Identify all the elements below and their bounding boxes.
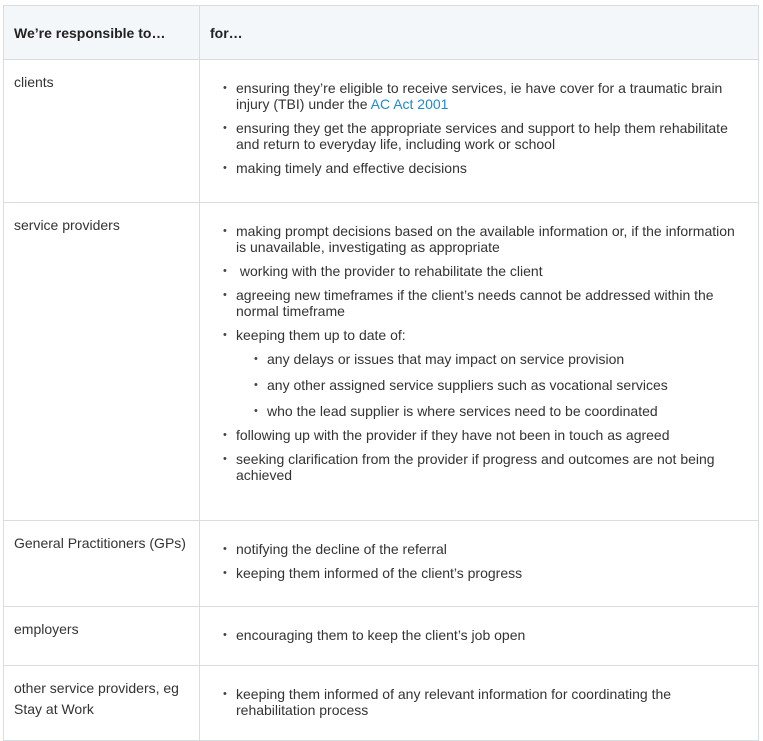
list-item: • agreeing new timeframes if the client’s needs cannot be addressed within the normal timeframe [236, 287, 748, 319]
responsibilities-cell [200, 666, 759, 741]
list-item: • keeping them informed of the client’s progress [236, 565, 748, 581]
list-item: • seeking clarification from the provider if progress and outcomes are not being achieved [236, 451, 748, 483]
responsibilities-cell [200, 203, 759, 521]
party-cell: service providers [4, 203, 200, 521]
item-text: ensuring they’re eligible to receive services, ie have cover for a traumatic brain injury (TBI) under the [236, 80, 723, 112]
table-header-row [4, 6, 759, 60]
responsibility-list [210, 80, 748, 176]
list-item: • following up with the provider if they have not been in touch as agreed [236, 427, 748, 443]
list-item: • encouraging them to keep the client’s job open [236, 627, 748, 643]
table-row [4, 60, 759, 203]
party-cell: General Practitioners (GPs) [4, 521, 200, 607]
header-responsible-to: We’re responsible to… [4, 6, 200, 60]
list-item: • making timely and effective decisions [236, 160, 748, 176]
list-item: • making prompt decisions based on the available information or, if the information is unavailable, investigating as appropriate [236, 223, 748, 255]
responsibility-list [210, 223, 748, 483]
party-cell: clients [4, 60, 200, 203]
sub-list-item: • any other assigned service suppliers such as vocational services [267, 377, 748, 393]
party-cell: other service providers, eg Stay at Work [4, 666, 200, 741]
responsibilities-cell [200, 607, 759, 666]
table-row [4, 203, 759, 521]
sub-list-item: • any delays or issues that may impact on service provision [267, 351, 748, 367]
list-item: • keeping them informed of any relevant information for coordinating the rehabilitation process [236, 686, 748, 718]
responsibilities-table [3, 5, 759, 741]
list-item: • notifying the decline of the referral [236, 541, 748, 557]
list-item: • working with the provider to rehabilitate the client [236, 263, 748, 279]
table-row [4, 666, 759, 741]
list-item [236, 80, 748, 112]
item-text: keeping them up to date of: [236, 327, 406, 343]
header-for: for… [200, 6, 759, 60]
responsibility-list [210, 541, 748, 581]
responsibilities-cell [200, 521, 759, 607]
list-item [236, 327, 748, 419]
party-cell: employers [4, 607, 200, 666]
responsibilities-cell [200, 60, 759, 203]
sub-list [236, 351, 748, 419]
responsibility-list [210, 686, 748, 718]
ac-act-link[interactable]: AC Act 2001 [370, 96, 449, 112]
table-row [4, 607, 759, 666]
list-item: • ensuring they get the appropriate services and support to help them rehabilitate and return to everyday life, including work or school [236, 120, 748, 152]
responsibility-list [210, 627, 748, 643]
table-row [4, 521, 759, 607]
sub-list-item: • who the lead supplier is where services need to be coordinated [267, 403, 748, 419]
